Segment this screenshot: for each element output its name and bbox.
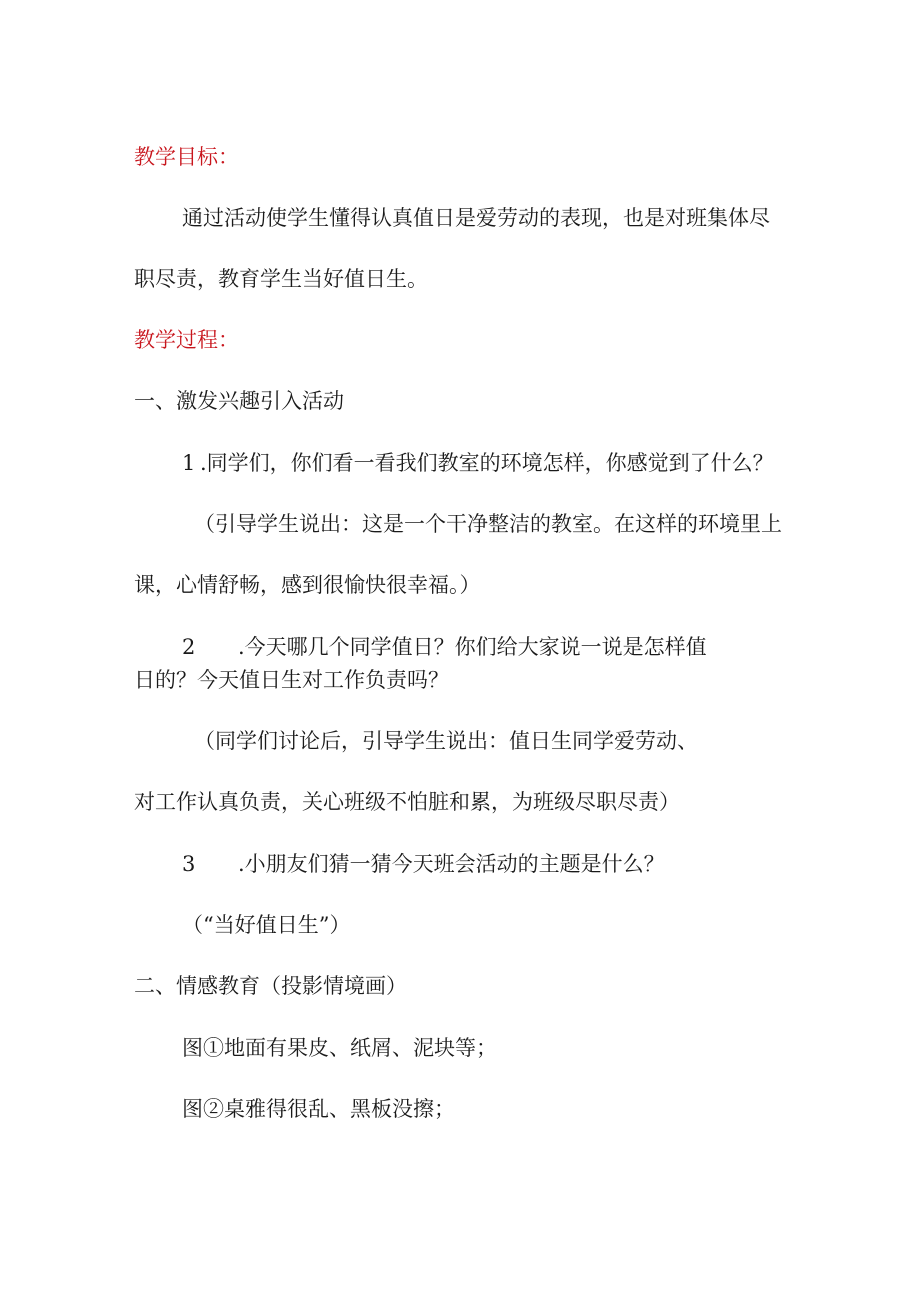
item2-note-line2: 对工作认真负责，关心班级不怕脏和累，为班级尽职尽责） — [134, 790, 680, 814]
section1-title: 一、激发兴趣引入活动 — [134, 389, 344, 413]
picture2-description: 图②桌雅得很乱、黑板没擦； — [182, 1097, 455, 1121]
process-heading: 教学过程： — [134, 328, 239, 352]
item1-text: .同学们，你们看一看我们教室的环境怎样，你感觉到了什么？ — [200, 451, 774, 475]
objectives-heading: 教学目标： — [134, 145, 239, 169]
item3-text: .小朋友们猜一猜今天班会活动的主题是什么？ — [238, 852, 665, 876]
item2-note-line1: （同学们讨论后，引导学生说出：值日生同学爱劳动、 — [194, 729, 698, 753]
item2-text-line2: 日的？今天值日生对工作负责吗？ — [134, 668, 449, 692]
item1-number: 1 — [182, 451, 196, 475]
item1-note-line2: 课，心情舒畅，感到很愉快很幸福。） — [134, 573, 481, 597]
item3-answer: （“当好值日生”） — [182, 913, 351, 937]
section2-title: 二、情感教育（投影情境画） — [134, 974, 407, 998]
item2-text: .今天哪几个同学值日？你们给大家说一说是怎样值 — [238, 635, 707, 659]
picture1-description: 图①地面有果皮、纸屑、泥块等； — [182, 1036, 497, 1060]
item3-number: 3 — [182, 852, 196, 876]
objectives-text-line1: 通过活动使学生懂得认真值日是爱劳动的表现，也是对班集体尽 — [182, 206, 770, 230]
item2-number: 2 — [182, 635, 196, 659]
objectives-text-line2: 职尽责，教育学生当好值日生。 — [134, 267, 428, 291]
item1-note-line1: （引导学生说出：这是一个干净整洁的教室。在这样的环境里上 — [194, 512, 782, 536]
